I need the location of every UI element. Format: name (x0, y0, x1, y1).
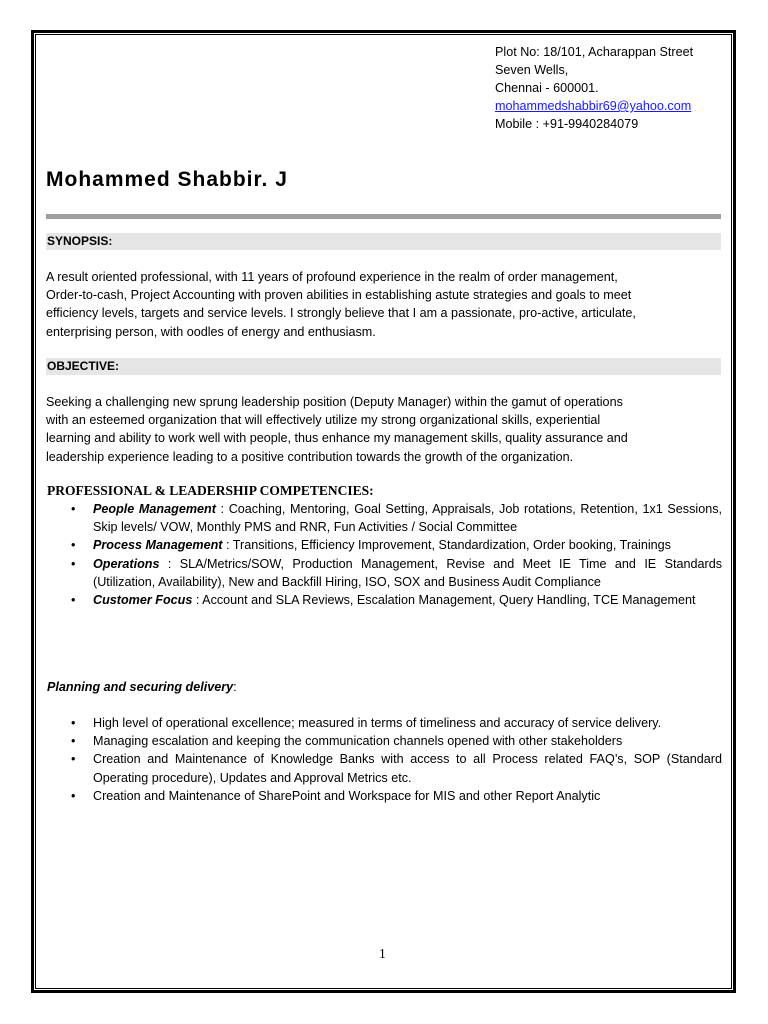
objective-paragraph (46, 393, 722, 466)
synopsis-line: efficiency levels, targets and service levels. I strongly believe that I am a passionate, pro-active, articulate, (46, 306, 636, 321)
list-item (46, 500, 722, 536)
contact-block (495, 43, 693, 133)
objective-line: leadership experience leading to a positive contribution towards the growth of the organization. (46, 449, 574, 464)
competencies-heading: PROFESSIONAL & LEADERSHIP COMPETENCIES: (47, 483, 374, 498)
competency-text: : Coaching, Mentoring, Goal Setting, Appraisals, Job rotations, Retention, 1x1 Sessions, Skip levels/ VOW, Monthly PMS and RNR, Fun Activities / Social Committee (93, 502, 722, 535)
list-item (46, 555, 722, 591)
list-item (46, 714, 722, 732)
list-item (46, 536, 722, 554)
bullet-icon: • (71, 502, 76, 516)
synopsis-heading: SYNOPSIS: (46, 233, 721, 250)
bullet-icon: • (71, 593, 76, 608)
competency-text: : Transitions, Efficiency Improvement, Standardization, Order booking, Trainings (222, 538, 671, 553)
objective-line: with an esteemed organization that will effectively utilize my strong organizational skills, experiential (46, 413, 601, 428)
list-item (46, 732, 722, 750)
competency-label: Customer Focus (93, 593, 193, 608)
email-link[interactable]: mohammedshabbir69@yahoo.com (495, 99, 692, 113)
competency-label: People Management (93, 502, 216, 516)
planning-heading-text: Planning and securing delivery (47, 680, 234, 694)
list-item (46, 591, 722, 609)
bullet-icon: • (71, 556, 76, 571)
planning-item-text: High level of operational excellence; measured in terms of timeliness and accuracy of service delivery. (93, 716, 662, 730)
synopsis-line: A result oriented professional, with 11 years of profound experience in the realm of order management, (46, 270, 618, 284)
list-item (46, 787, 722, 805)
competency-text: : Account and SLA Reviews, Escalation Management, Query Handling, TCE Management (192, 593, 696, 608)
bullet-icon: • (71, 538, 76, 553)
planning-list (46, 714, 722, 805)
bullet-icon: • (71, 716, 76, 730)
planning-item-text: Managing escalation and keeping the communication channels opened with other stakeholders (93, 734, 623, 749)
candidate-name: Mohammed Shabbir. J (46, 168, 288, 191)
competencies-list (46, 500, 722, 609)
synopsis-line: enterprising person, with oodles of energy and enthusiasm. (46, 324, 376, 339)
planning-item-text: Creation and Maintenance of SharePoint and Workspace for MIS and other Report Analytic (93, 788, 601, 803)
address-line-1: Plot No: 18/101, Acharappan Street (495, 45, 694, 59)
objective-line: learning and ability to work well with people, thus enhance my management skills, quality assurance and (46, 431, 628, 446)
synopsis-paragraph (46, 268, 722, 341)
horizontal-rule (46, 214, 721, 219)
planning-heading (47, 680, 237, 694)
mobile-number: Mobile : +91-9940284079 (495, 117, 639, 131)
competency-text: : SLA/Metrics/SOW, Production Management, Revise and Meet IE Time and IE Standards (Utilization, Availability), New and Backfill Hiring, ISO, SOX and Business Audit Compliance (93, 556, 722, 589)
bullet-icon: • (71, 788, 76, 803)
competency-label: Process Management (93, 538, 223, 553)
bullet-icon: • (71, 752, 76, 767)
list-item (46, 750, 722, 786)
address-line-2: Seven Wells, (495, 63, 569, 77)
competency-label: Operations (93, 556, 160, 571)
planning-heading-suffix: : (233, 680, 237, 694)
objective-heading: OBJECTIVE: (46, 358, 721, 375)
objective-line: Seeking a challenging new sprung leadership position (Deputy Manager) within the gamut of operations (46, 395, 623, 409)
planning-item-text: Creation and Maintenance of Knowledge Banks with access to all Process related FAQ’s, SOP (Standard Operating procedure), Updates and Approval Metrics etc. (93, 752, 722, 785)
address-line-3: Chennai - 600001. (495, 81, 599, 95)
page-number: 1 (379, 946, 386, 961)
synopsis-line: Order-to-cash, Project Accounting with proven abilities in establishing astute strategies and goals to meet (46, 288, 632, 303)
bullet-icon: • (71, 734, 76, 749)
